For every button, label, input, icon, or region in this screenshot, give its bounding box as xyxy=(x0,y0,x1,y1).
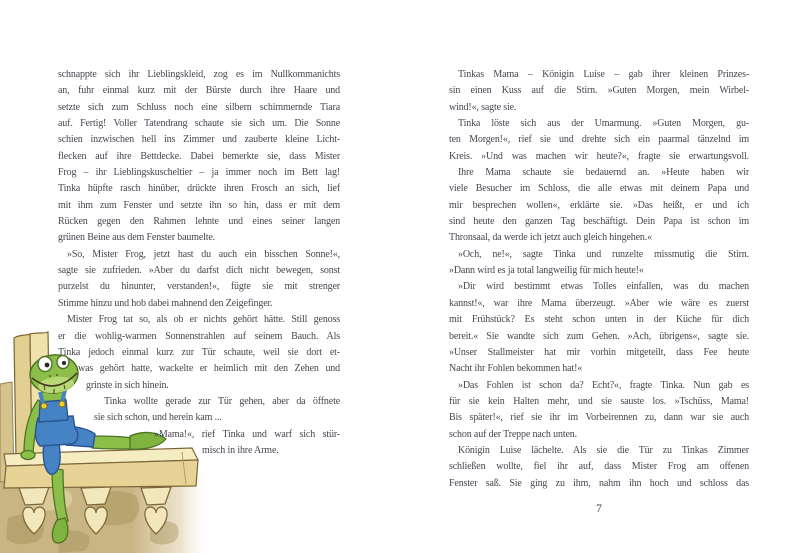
text-line: »Unser Stallmeister hat mir vorhin mitgeteilt, dass Fee heute xyxy=(449,346,749,358)
text-line: sind heute den ganzen Tag beschäftigt. Dein Papa ist schon im xyxy=(449,216,749,228)
text-line: »Dann wird es ja total langweilig für mich heute!« xyxy=(449,265,644,277)
text-line: »Och, ne!«, sagte Tinka und runzelte missmutig die Stirn. xyxy=(458,248,749,260)
text-line: »Das Fohlen ist schon da? Echt?«, fragte Tinka. Nun gab es xyxy=(458,379,749,391)
text-line: Tinka wollte gerade zur Tür gehen, aber da öffnete xyxy=(104,395,340,407)
text-line: Rücken gegen den Rahmen lehnte und eines seiner langen xyxy=(58,216,340,228)
text-line: was gehört hatte, wackelte er heimlich mit den Zehen und xyxy=(78,363,340,375)
text-line: schließen wollte, fiel ihr auf, dass Mister Frog am offenen xyxy=(449,461,749,473)
text-line: setzte sich zum Schluss noch eine silbern schimmernde Tiara xyxy=(58,101,340,113)
text-line: flecken auf ihre Bettdecke. Dabei bemerkte sie, dass Mister xyxy=(58,150,340,162)
text-line: mit Frühstück? Es steht schon unten in der Küche für dich xyxy=(449,314,749,326)
text-line: »Dir wird bestimmt etwas Tolles einfallen, was du machen xyxy=(458,281,749,293)
text-line: Tinka jedoch einmal kurz zur Tür schaute, weil sie dort et- xyxy=(58,346,340,358)
text-line: mit ihm zum Fenster und setzte ihn so hin, dass er mit dem xyxy=(58,199,340,211)
right-page xyxy=(449,67,749,515)
text-line: ten Morgen!«, rief sie und drehte sich ein paarmal tänzelnd im xyxy=(449,134,749,146)
text-line: Ihre Mama schaute sie bedauernd an. »Heute haben wir xyxy=(458,167,749,179)
text-line: wind!«, sagte sie. xyxy=(449,101,517,113)
text-line: viele Besucher im Schloss, die alle etwas mit deinem Papa und xyxy=(449,183,749,195)
text-line: sie sich schon, und herein kam ... xyxy=(94,412,222,424)
text-line: Stimme hinzu und hob dabei mahnend den Zeigefinger. xyxy=(58,297,273,309)
text-line: auf. Fertig! Voller Tatendrang schaute sie sich um. Die Sonne xyxy=(58,118,340,130)
text-line: Tinkas Mama – Königin Luise – gab ihrer kleinen Prinzes- xyxy=(458,69,749,80)
text-line: sagte sie zufrieden. »Aber du darfst dich nicht bewegen, sonst xyxy=(58,265,340,277)
text-line: grünen Beine aus dem Fenster baumelte. xyxy=(58,232,216,244)
text-line: schon auf der Treppe nach unten. xyxy=(449,428,577,440)
text-line: schnappte sich ihr Lieblingskleid, zog es im Nullkommanichts xyxy=(58,69,340,80)
text-line: Kreis. »Und was machen wir heute?«, fragte sie erwartungsvoll. xyxy=(449,150,749,162)
text-line: mir besprechen wollen«, erklärte sie. »Das heißt, er und ich xyxy=(449,199,749,211)
text-line: Tinka löste sich aus der Umarmung. »Guten Morgen, gu- xyxy=(458,118,749,130)
text-line: »So, Mister Frog, jetzt hast du auch ein bisschen Sonne!«, xyxy=(67,248,340,260)
text-line: für sie kein Halten mehr, und sie sauste los. »Tschüss, Mama! xyxy=(449,395,749,407)
text-line: schien inzwischen hell ins Zimmer und zauberte kleine Licht- xyxy=(58,134,340,146)
text-line: Nacht ihr Fohlen bekommen hat!« xyxy=(449,363,583,375)
text-line: Fenster saß. Sie ging zu ihm, nahm ihn hoch und schloss das xyxy=(449,477,749,489)
text-line: Mister Frog tat so, als ob er nichts gehört hätte. Still genoss xyxy=(67,314,340,326)
text-line: Königin Luise lächelte. Als sie die Tür zu Tinkas Zimmer xyxy=(458,444,749,456)
text-line: Tinka hüpfte rasch hinüber, drückte ihren Frosch an sich, lief xyxy=(58,183,340,195)
text-line: Frog – ihr Lieblingskuscheltier – ja immer noch im Bett lag! xyxy=(58,167,340,179)
text-line: »Mama!«, rief Tinka und warf sich stür- xyxy=(154,428,340,440)
text-line: bereit.« Sie wandte sich zum Gehen. »Ach, übrigens«, sagte sie. xyxy=(449,330,749,342)
text-line: sin einen Kuss auf die Stirn. »Guten Morgen, mein Wirbel- xyxy=(449,85,749,97)
text-line: Bis später!«, rief sie ihr im Vorbeirennen zu, dann war sie auch xyxy=(449,412,749,424)
text-line: grinste in sich hinein. xyxy=(86,379,169,391)
left-page xyxy=(58,67,340,459)
text-line: an, fuhr einmal kurz mit der Bürste durch ihre Haare und xyxy=(58,85,340,97)
page-number: 7 xyxy=(596,502,602,515)
text-line: er die wohlig-warmen Sonnenstrahlen auf seinem Bauch. Als xyxy=(58,330,340,342)
text-line: kannst!«, war ihre Mama überzeugt. »Aber wie wäre es zuerst xyxy=(449,297,749,309)
text-line: Thronsaal, da werde ich jetzt auch gleich hingehen.« xyxy=(449,232,652,244)
text-line: purzelst du hinunter, verstanden!«, fügte sie mit strenger xyxy=(58,281,340,293)
text-line: misch in ihre Arme. xyxy=(202,444,279,456)
